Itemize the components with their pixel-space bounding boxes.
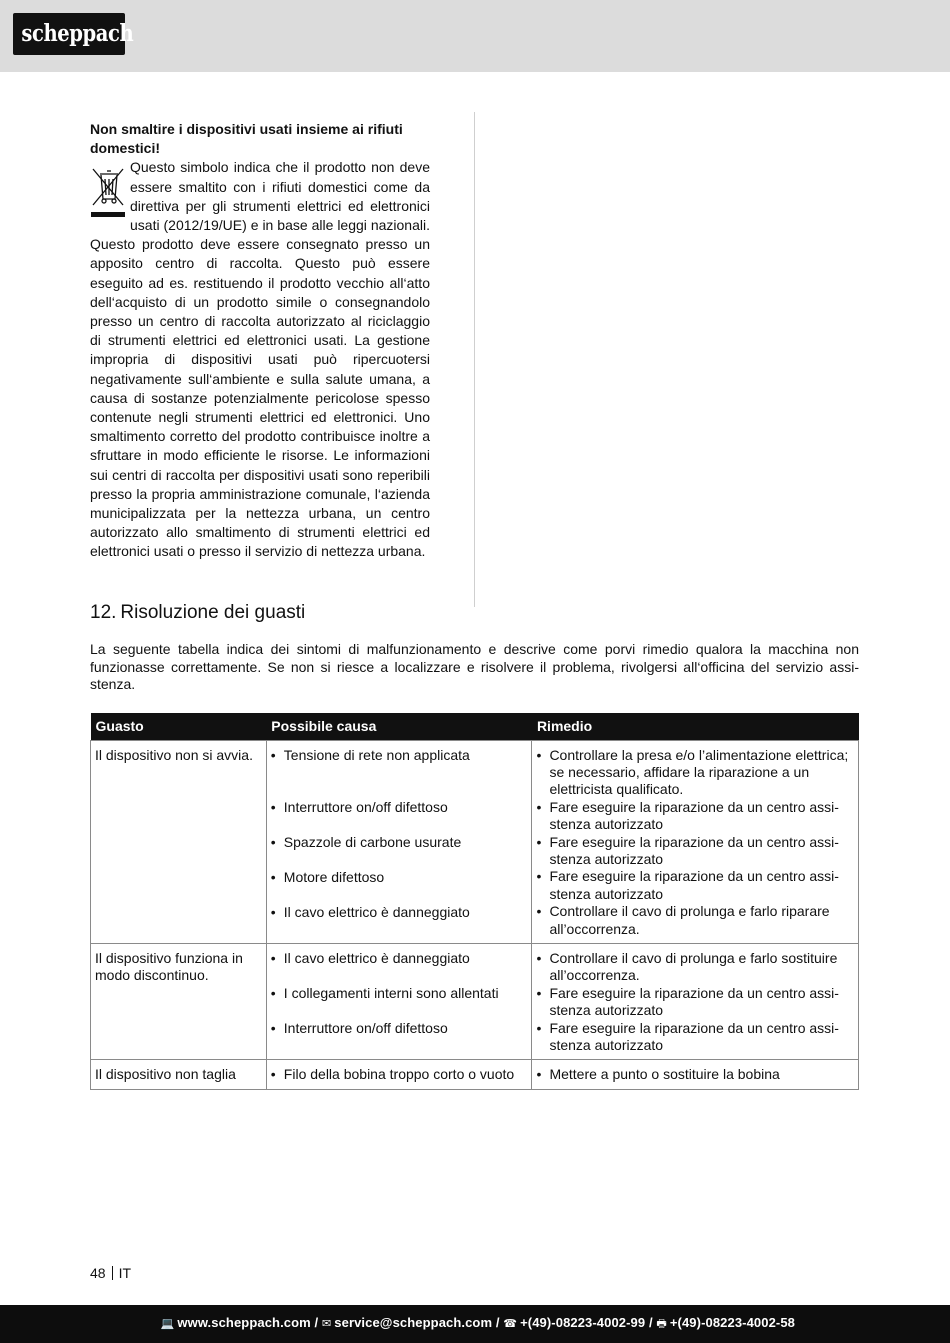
- section-number: 12.: [90, 602, 117, 623]
- remedy-item: • Fare eseguire la riparazione da un centro assistenza autorizzato: [536, 1020, 854, 1055]
- disposal-text: Questo simbolo indica che il prodotto non deve essere smaltito con i rifiuti domestici come da direttiva per gli strumenti elettrici ed elettronici usati (2012/19/UE) e in base alle leggi nazionali. Questo prodotto deve essere consegnato presso un apposito centro di raccolta. Questo può essere eseguito ad es. restituendo il prodotto vecchio all‘atto dell‘acquisto di un prodotto simile o consegnandolo presso un centro di raccolta autorizzato al riciclaggio di strumenti elettrici ed elettronici usati. La gestione impropria di dispositivi usati può ripercuotersi negativamente sull‘ambiente e sulla salute umana, a causa di sostanze potenzialmente pericolose spesso contenute negli strumenti elettrici ed elettronici. Uno smaltimento corretto del prodotto contribuisce inoltre a sfruttare in modo efficiente le risorse. Le informazioni sui centri di raccolta per dispositivi usati sono reperibili presso la propria amministrazione comunale, l‘azienda municipalizzata per la nettezza urbana, un centro autorizzato allo smaltimento di strumenti elettrici ed elettronici usati o presso il servizio di nettezza urbana.: [90, 159, 430, 560]
- cause-cell: [266, 1060, 532, 1089]
- remedy-item: • Fare eseguire la riparazione da un centro assistenza autorizzato: [536, 799, 854, 834]
- remedy-item: • Fare eseguire la riparazione da un centro assistenza autorizzato: [536, 985, 854, 1020]
- header-fault: Guasto: [91, 713, 267, 740]
- symptom-cell: [91, 740, 267, 943]
- troubleshooting-table: [90, 713, 859, 1090]
- cause-item: • Spazzole di carbone usurate: [271, 834, 528, 869]
- crossed-out-wheelie-bin-icon: [90, 160, 130, 222]
- table-row: [91, 1060, 859, 1089]
- cause-item: • I collegamenti interni sono allentati: [271, 985, 528, 1020]
- mail-icon: ✉: [321, 1318, 332, 1330]
- remedy-item: • Fare eseguire la riparazione da un centro assistenza autorizzato: [536, 868, 854, 903]
- header-band: [0, 0, 950, 72]
- remedy-item: • Mettere a punto o sostituire la bobina: [536, 1066, 854, 1083]
- remedy-cell: [532, 943, 859, 1059]
- cause-item: • Il cavo elettrico è danneggiato: [271, 950, 528, 985]
- disposal-title: Non smaltire i dispositivi usati insieme ai rifiuti domestici!: [90, 121, 403, 157]
- remedy-item: • Controllare il cavo di prolunga e farlo riparare all’occorrenza.: [536, 903, 854, 938]
- table-row: [91, 740, 859, 943]
- remedy-item: • Controllare il cavo di prolunga e farlo sostituire all’occorrenza.: [536, 950, 854, 985]
- phone-icon: ☎: [503, 1318, 518, 1330]
- page-separator: [112, 1266, 113, 1280]
- header-remedy: Rimedio: [532, 713, 859, 740]
- section-intro: La seguente tabella indica dei sintomi di malfunzionamento e descrive come porvi rimedio qualora la macchina non funzionasse correttamente. Se non si riesce a localizzare e risolvere il problema, rivolgersi all‘officina del servizio assistenza.: [90, 641, 859, 693]
- remedy-cell: [532, 740, 859, 943]
- table-header-row: [91, 713, 859, 740]
- footer-band: [0, 1305, 950, 1343]
- symptom-cell: [91, 1060, 267, 1089]
- cause-item: • Motore difettoso: [271, 869, 528, 904]
- cause-cell: [266, 943, 532, 1059]
- header-cause: Possibile causa: [266, 713, 532, 740]
- footer-web[interactable]: www.scheppach.com: [177, 1315, 311, 1330]
- cause-cell: [266, 740, 532, 943]
- disposal-notice: [90, 120, 430, 562]
- brand-logo-text: scheppach: [21, 20, 134, 47]
- remedy-cell: [532, 1060, 859, 1089]
- page-number-value: 48: [90, 1265, 106, 1281]
- cause-item: • Filo della bobina troppo corto o vuoto: [271, 1066, 528, 1083]
- cause-item: • Tensione di rete non applicata: [271, 747, 528, 799]
- fax-icon: 🖶: [656, 1318, 667, 1330]
- cause-item: • Interruttore on/off difettoso: [271, 799, 528, 834]
- footer-email[interactable]: service@scheppach.com: [334, 1315, 493, 1330]
- section-heading: [90, 602, 305, 624]
- table-row: [91, 943, 859, 1059]
- symptom-text: Il dispositivo funziona in modo discontinuo.: [95, 949, 243, 984]
- page-language: IT: [118, 1265, 132, 1281]
- footer-contacts: 💻 www.scheppach.com / ✉ service@scheppach.com / ☎ +(49)-08223-4002-99 / 🖶 +(49)-08223-4002-58: [161, 1315, 795, 1334]
- computer-icon: 💻: [160, 1318, 175, 1330]
- remedy-item: • Fare eseguire la riparazione da un centro assistenza autorizzato: [536, 834, 854, 869]
- page-number: [90, 1265, 131, 1281]
- section-title: Risoluzione dei guasti: [120, 602, 306, 623]
- symptom-text: Il dispositivo non taglia: [95, 1066, 236, 1083]
- remedy-item: • Controllare la presa e/o l’alimentazione elettrica; se necessario, affidare la riparazione a un elettricista qualificato.: [536, 747, 854, 799]
- footer-phone: +(49)-08223-4002-99: [520, 1315, 646, 1330]
- cause-item: • Interruttore on/off difettoso: [271, 1020, 528, 1037]
- column-divider: [474, 112, 475, 607]
- footer-fax: +(49)-08223-4002-58: [669, 1315, 795, 1330]
- symptom-cell: [91, 943, 267, 1059]
- symptom-text: Il dispositivo non si avvia.: [95, 746, 253, 763]
- cause-item: • Il cavo elettrico è danneggiato: [271, 904, 528, 921]
- brand-logo[interactable]: [13, 13, 134, 55]
